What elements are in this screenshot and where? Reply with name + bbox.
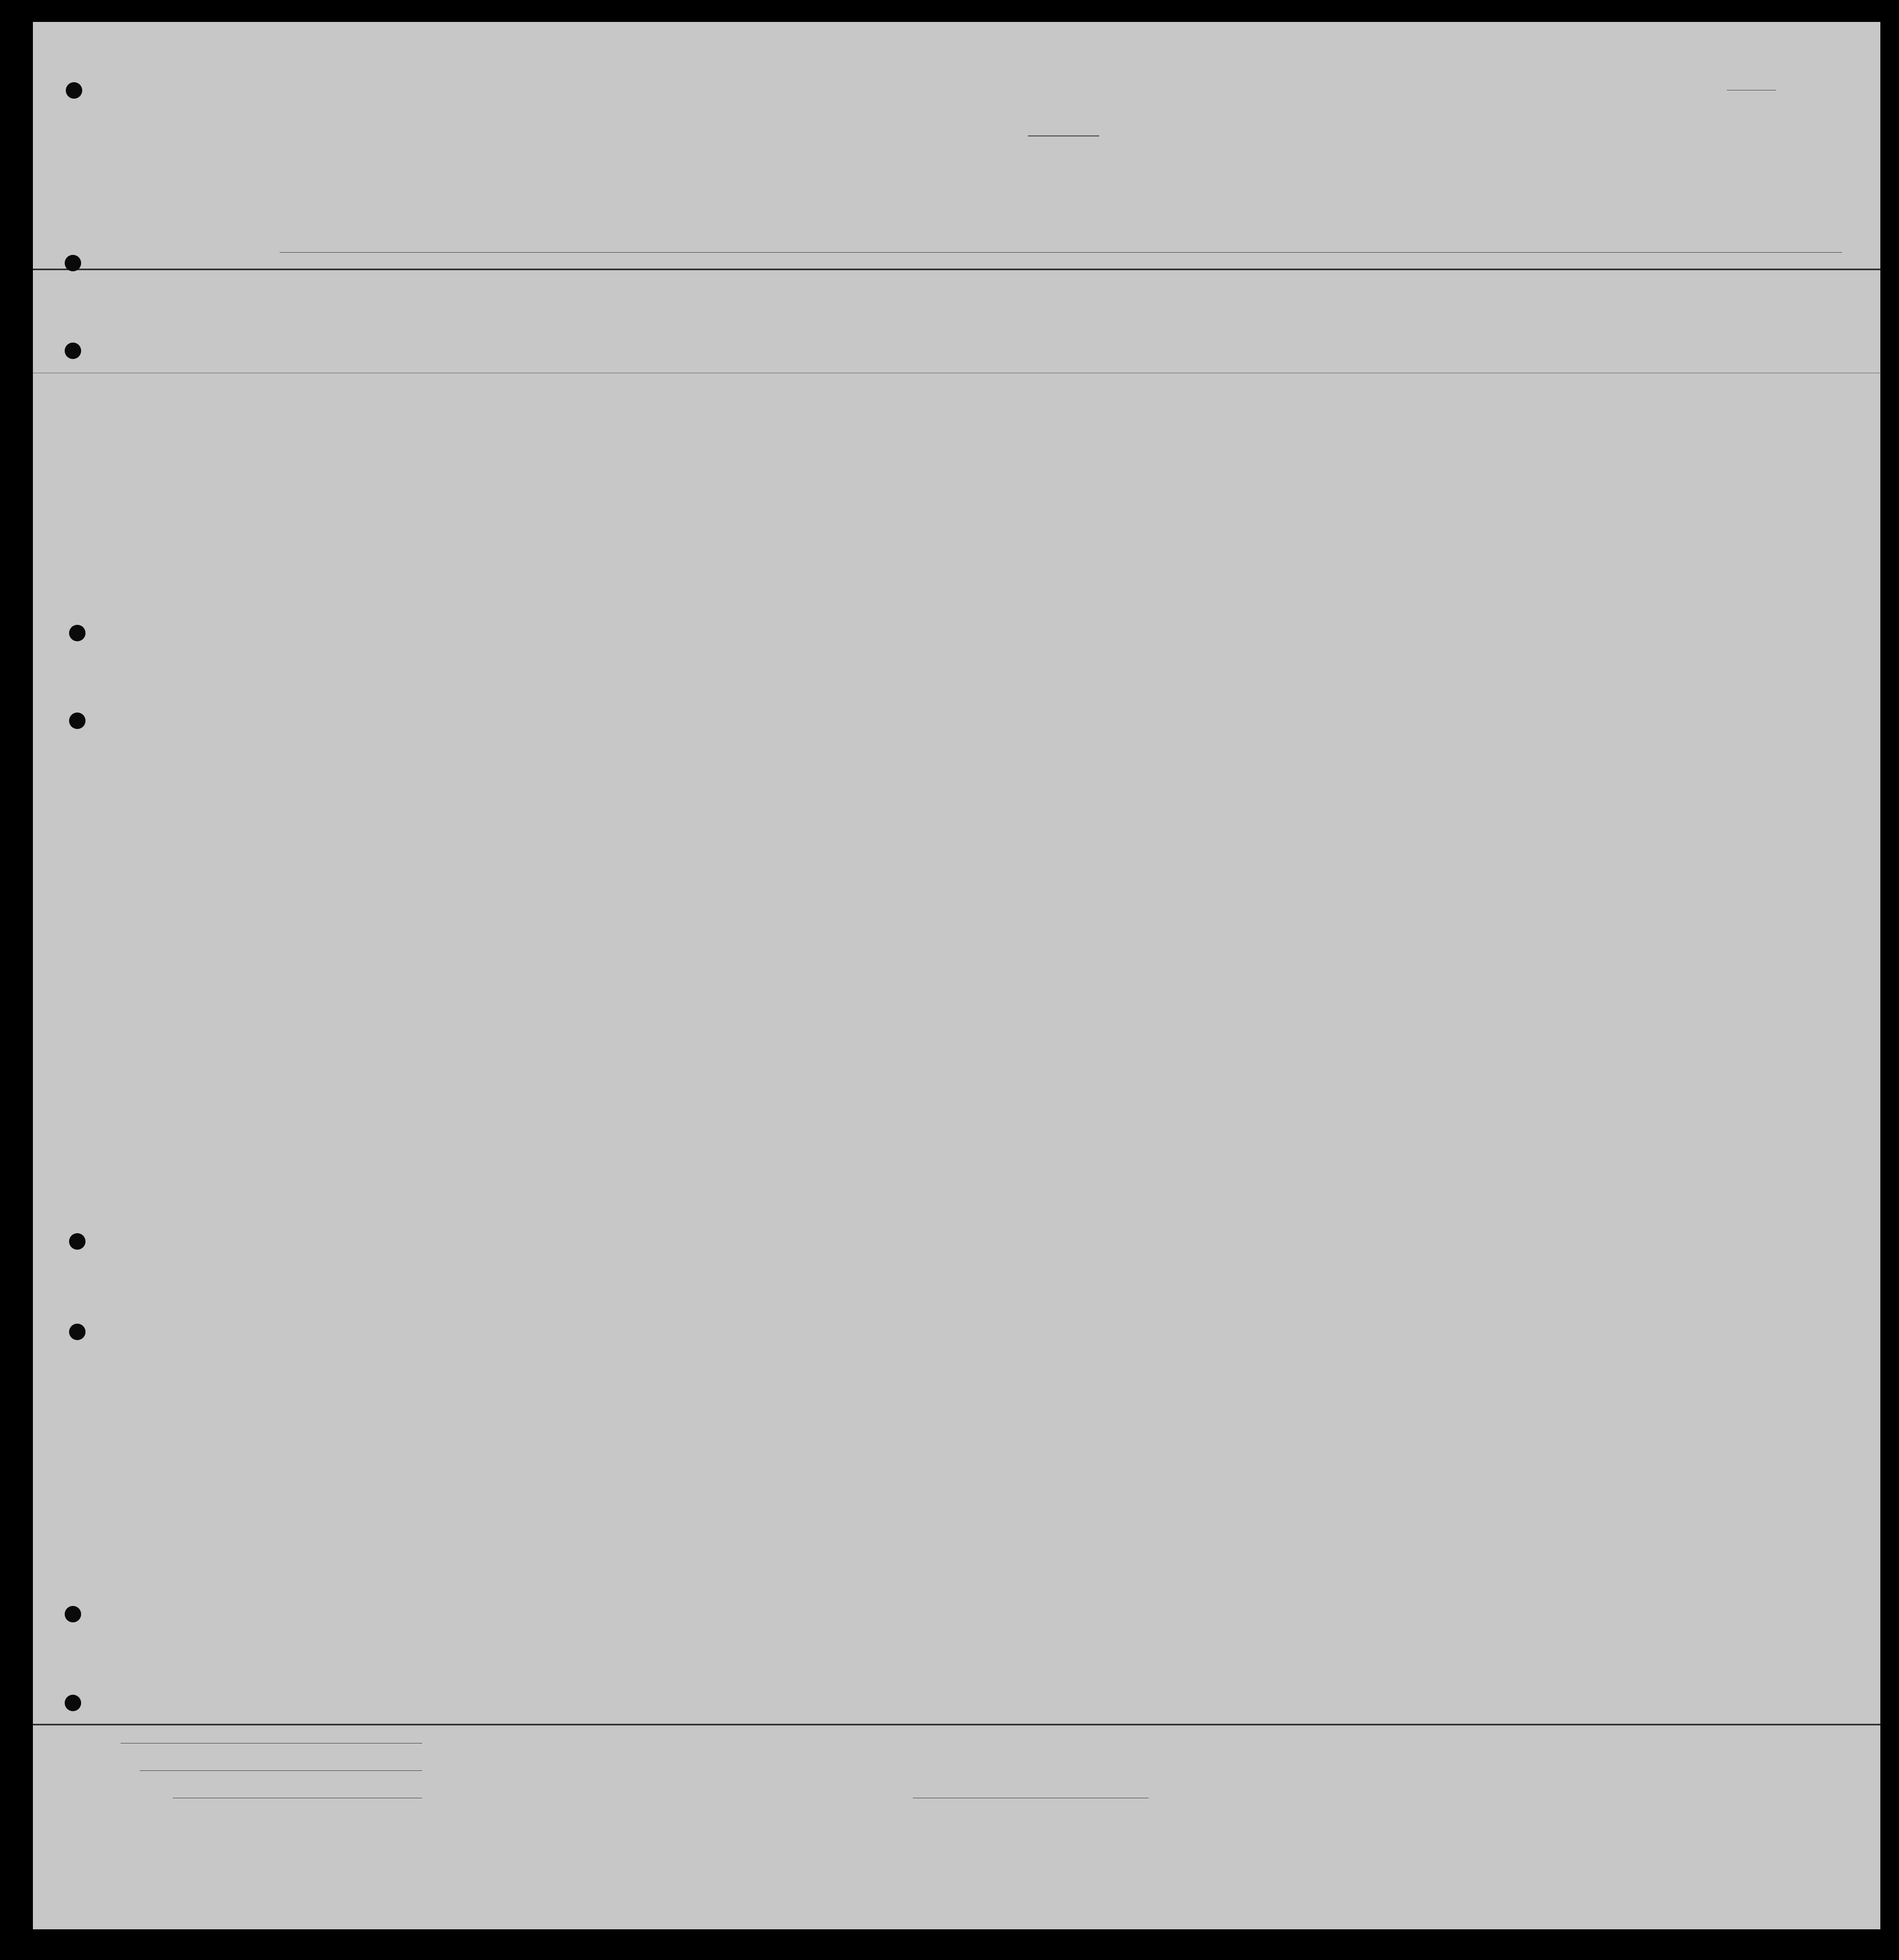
- punch-hole: [66, 82, 82, 99]
- punch-hole: [65, 343, 81, 359]
- punch-hole: [65, 1695, 81, 1711]
- handwritten-checkmarks: [33, 22, 1880, 1929]
- manifest-sheet: [33, 22, 1880, 1929]
- punch-hole: [69, 713, 86, 729]
- punch-hole: [69, 1324, 86, 1340]
- punch-hole: [65, 255, 81, 271]
- punch-hole: [69, 625, 86, 641]
- punch-hole: [69, 1233, 86, 1250]
- punch-hole: [65, 1606, 81, 1622]
